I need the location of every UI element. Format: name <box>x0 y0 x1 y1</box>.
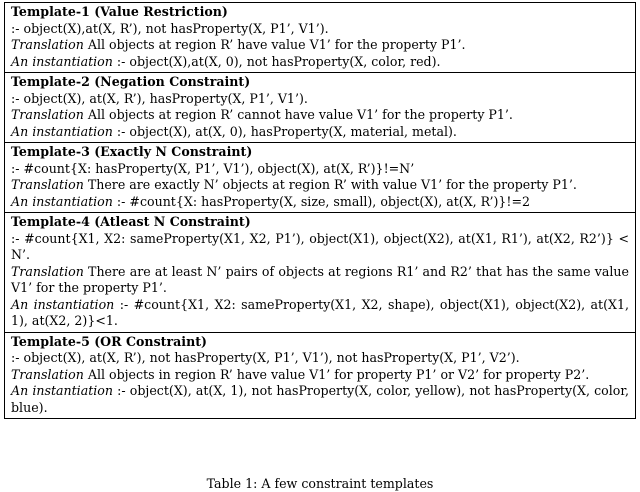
template-row <box>5 332 636 419</box>
template-instantiation <box>11 194 629 211</box>
translation-text: All objects at region R’ have value V1’ for the property P1’. <box>87 37 466 52</box>
template-translation <box>11 177 629 194</box>
constraint-templates-table <box>4 2 636 419</box>
translation-label: Translation <box>11 107 84 122</box>
translation-text: All objects in region R’ have value V1’ for property P1’ or V2’ for property P2’. <box>87 366 590 382</box>
template-rule: :- object(X),at(X, R’), not hasProperty(X, P1’, V1’). <box>11 20 329 36</box>
table-caption: Table 1: A few constraint templates <box>206 476 434 491</box>
template-cell <box>5 3 636 73</box>
template-title: Template-2 (Negation Constraint) <box>11 74 251 89</box>
instantiation-text: :- object(X),at(X, 0), not hasProperty(X, color, red). <box>116 53 441 69</box>
translation-label: Translation <box>11 37 84 52</box>
translation-text: There are exactly N’ objects at region R’ with value V1’ for the property P1’. <box>87 177 577 192</box>
template-title: Template-3 (Exactly N Constraint) <box>11 144 253 159</box>
template-row <box>5 213 636 333</box>
translation-label: Translation <box>11 366 84 382</box>
instantiation-text: :- object(X), at(X, 1), not hasProperty(X, color, yellow), not hasProperty(X, color, blue). <box>11 383 629 415</box>
template-row <box>5 73 636 143</box>
instantiation-label: An instantiation <box>11 123 113 139</box>
template-translation <box>11 37 629 54</box>
instantiation-label: An instantiation <box>11 193 113 209</box>
template-title: Template-1 (Value Restriction) <box>11 4 228 19</box>
template-instantiation <box>11 383 629 416</box>
template-cell <box>5 213 636 333</box>
template-translation <box>11 367 629 384</box>
template-cell <box>5 73 636 143</box>
template-title: Template-4 (Atleast N Constraint) <box>11 214 251 229</box>
translation-label: Translation <box>11 177 84 192</box>
template-cell <box>5 143 636 213</box>
template-cell <box>5 332 636 419</box>
template-instantiation <box>11 54 629 71</box>
instantiation-text: :- object(X), at(X, 0), hasProperty(X, material, metal). <box>116 123 457 139</box>
template-instantiation <box>11 297 629 330</box>
template-translation <box>11 107 629 124</box>
template-row <box>5 143 636 213</box>
translation-text: There are at least N’ pairs of objects at regions R1’ and R2’ that has the same value V1’ for the property P1’. <box>11 263 629 295</box>
instantiation-label: An instantiation <box>11 383 114 398</box>
translation-text: All objects at region R’ cannot have value V1’ for the property P1’. <box>87 107 513 122</box>
template-instantiation <box>11 124 629 141</box>
instantiation-text: :- #count{X: hasProperty(X, size, small), object(X), at(X, R’)}!=2 <box>116 193 531 209</box>
template-translation <box>11 264 629 297</box>
instantiation-label: An instantiation <box>11 296 115 312</box>
template-rule: :- #count{X1, X2: sameProperty(X1, X2, P1’), object(X1), object(X2), at(X1, R1’), at(X2, R2’)} < N’. <box>11 230 629 262</box>
template-row <box>5 3 636 73</box>
translation-label: Translation <box>11 263 84 279</box>
template-rule: :- #count{X: hasProperty(X, P1’, V1’), object(X), at(X, R’)}!=N’ <box>11 160 415 176</box>
template-rule: :- object(X), at(X, R’), hasProperty(X, P1’, V1’). <box>11 90 308 106</box>
template-rule: :- object(X), at(X, R’), not hasProperty(X, P1’, V1’), not hasProperty(X, P1’, V2’). <box>11 350 520 365</box>
instantiation-text: :- #count{X1, X2: sameProperty(X1, X2, shape), object(X1), object(X2), at(X1, 1), at(X2, 2)}<1. <box>11 296 630 328</box>
instantiation-label: An instantiation <box>11 53 113 69</box>
template-title: Template-5 (OR Constraint) <box>11 333 207 349</box>
